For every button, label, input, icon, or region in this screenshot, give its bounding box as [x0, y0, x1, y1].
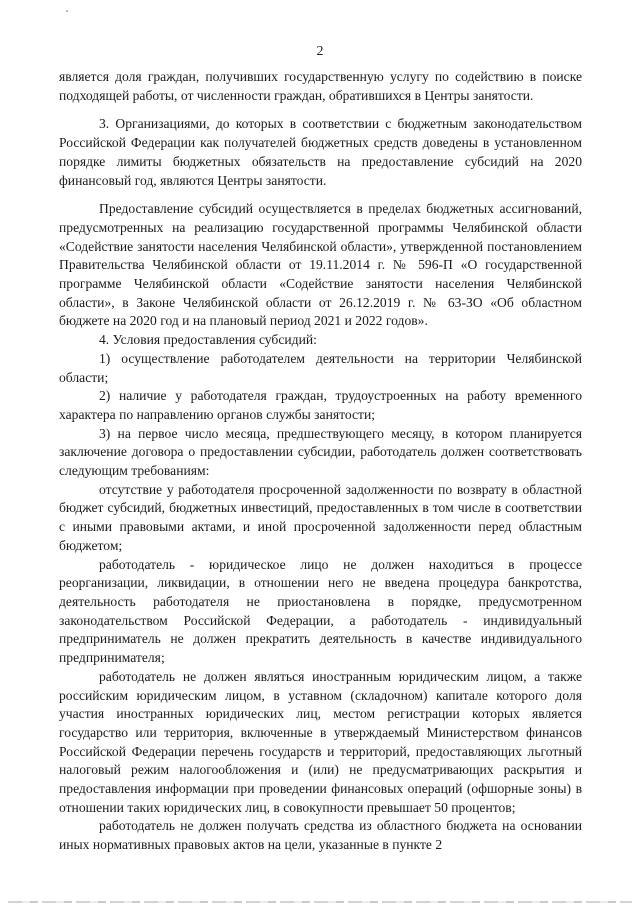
scan-speck: [66, 10, 68, 12]
paragraph-requirement-other-funds: работодатель не должен получать средства из областного бюджета на основании иных нормативных правовых актов на цели, указанные в пункте 2: [59, 818, 582, 853]
paragraph-requirement-foreign: работодатель не должен являться иностранным юридическим лицом, а также российским юридическим лицом, в уставном (складочном) капитале которого доля участия иностранных юридических лиц, местом регистрации которых является государство или территория, включенные в утверждаемый Министерством финансов Российской Федерации перечень государств и территорий, предоставляющих льготный налоговый режим налогообложения и (или) не предусматривающих раскрытия и предоставления информации при проведении финансовых операций (офшорные зоны) в отношении таких юридических лиц, в совокупности превышает 50 процентов;: [59, 668, 582, 815]
scan-bottom-edge: [8, 901, 632, 903]
paragraph-requirement-debt: отсутствие у работодателя просроченной задолженности по возврату в областной бюджет субсидий, бюджетных инвестиций, предоставленных в том числе в соответствии с иными правовыми актами, и иной просроченной задолженности перед областным бюджетом;: [59, 481, 582, 553]
paragraph-item-4-heading: 4. Условия предоставления субсидий:: [99, 332, 317, 348]
paragraph-requirement-reorganization: работодатель - юридическое лицо не должен находиться в процессе реорганизации, ликвидации, в отношении него не введена процедура банкротства, деятельность работодателя не приостановлена в порядке, предусмотренном законодательством Российской Федерации, а работодатель - индивидуальный предприниматель не должен прекратить деятельность в качестве индивидуального предпринимателя;: [59, 556, 582, 666]
paragraph-item-3: 3. Организациями, до которых в соответствии с бюджетным законодательством Российской Федерации как получателей бюджетных средств доведены в установленном порядке лимиты бюджетных обязательств на предоставление субсидий на 2020 финансовый год, являются Центры занятости.: [59, 116, 582, 188]
paragraph-continuation: является доля граждан, получивших государственную услугу по содействию в поиске подходящей работы, от численности граждан, обратившихся в Центры занятости.: [59, 69, 582, 103]
page-number: 2: [316, 44, 324, 59]
paragraph-condition-2: 2) наличие у работодателя граждан, трудоустроенных на работу временного характера по направлению органов службы занятости;: [59, 388, 582, 422]
document-body: [59, 68, 582, 855]
paragraph-condition-3: 3) на первое число месяца, предшествующего месяцу, в котором планируется заключение договора о предоставлении субсидии, работодатель должен соответствовать следующим требованиям:: [59, 425, 582, 479]
paragraph-condition-1: 1) осуществление работодателем деятельности на территории Челябинской области;: [59, 350, 582, 385]
paragraph-funding: Предоставление субсидий осуществляется в пределах бюджетных ассигнований, предусмотренных на реализацию государственной программы Челябинской области «Содействие занятости населения Челябинской области», утвержденной постановлением Правительства Челябинской области от 19.11.2014 г. № 596-П «О государственной программе Челябинской области «Содействие занятости населения Челябинской области», в Законе Челябинской области от 26.12.2019 г. № 63-ЗО «Об областном бюджете на 2020 год и на плановый период 2021 и 2022 годов».: [59, 201, 582, 329]
